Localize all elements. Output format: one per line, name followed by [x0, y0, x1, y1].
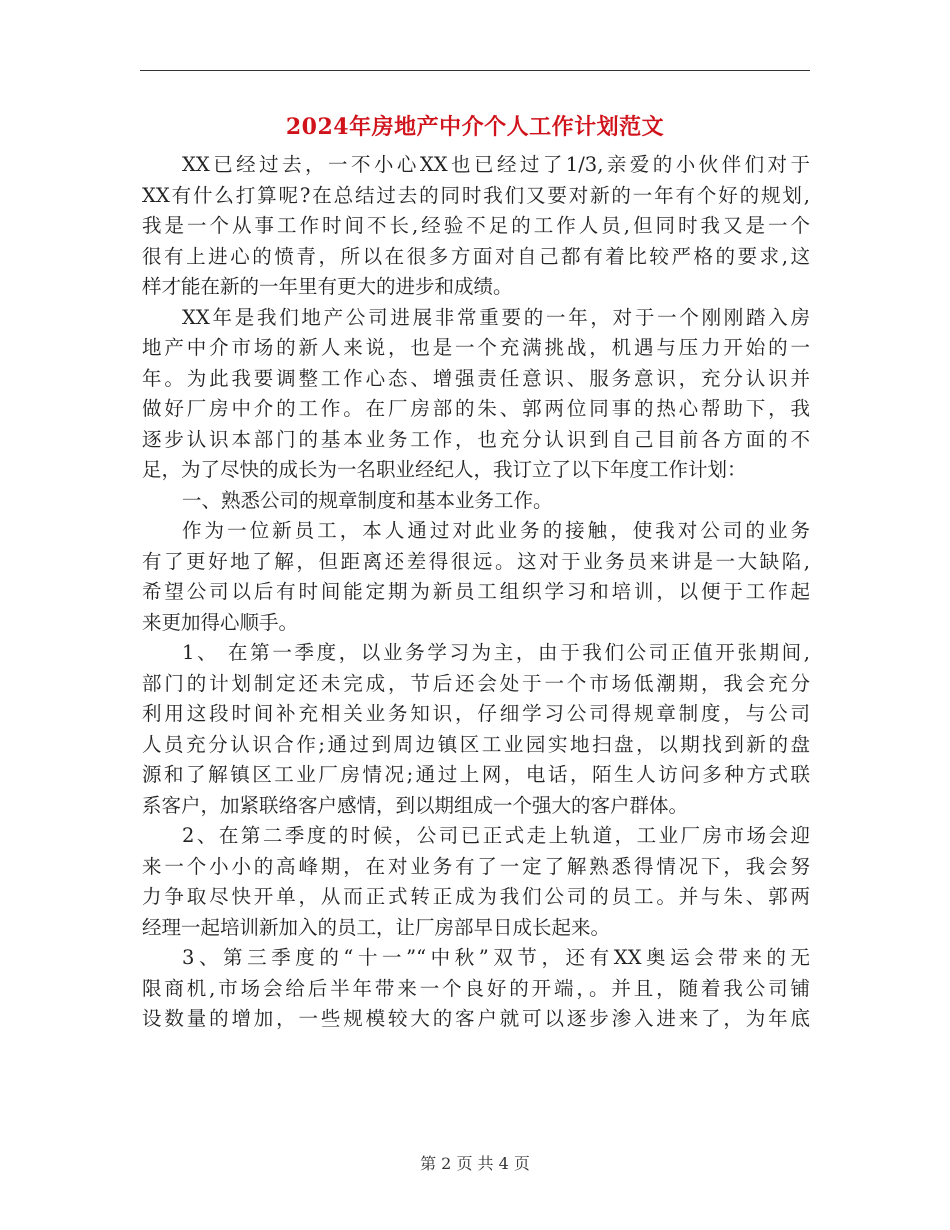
paragraph-line: 系客户，加紧联络客户感情，到以期组成一个强大的客户群体。 [142, 793, 689, 817]
page-number: 第 2 页 共 4 页 [420, 1154, 530, 1173]
paragraph-line: 地产中介市场的新人来说，也是一个充满挑战，机遇与压力开始的一 [142, 336, 810, 359]
paragraph-line: 有了更好地了解，但距离还差得很远。这对于业务员来讲是一大缺陷, [142, 549, 810, 573]
paragraph-line: XX有什么打算呢?在总结过去的同时我们又要对新的一年有个好的规划, [142, 183, 810, 207]
paragraph [142, 486, 810, 517]
document-title: 2024年房地产中介个人工作计划范文 [285, 114, 665, 140]
paragraph-line: 做好厂房中介的工作。在厂房部的朱、郭两位同事的热心帮助下，我 [142, 397, 810, 420]
paragraph-line: 设数量的增加，一些规模较大的客户就可以逐步渗入进来了，为年底 [142, 1007, 810, 1030]
paragraph-line: 作为一位新员工，本人通过对此业务的接触，使我对公司的业务 [182, 519, 810, 542]
paragraph [142, 303, 810, 486]
paragraph-line: 人员充分认识合作;通过到周边镇区工业园实地扫盘，以期找到新的盘 [142, 732, 810, 756]
paragraph-line: 希望公司以后有时间能定期为新员工组织学习和培训，以便于工作起 [142, 580, 810, 603]
paragraph-line: 力争取尽快开单，从而正式转正成为我们公司的员工。并与朱、郭两 [142, 885, 810, 908]
paragraph [142, 150, 810, 303]
paragraph-line: 很有上进心的愤青，所以在很多方面对自己都有着比较严格的要求,这 [142, 244, 810, 268]
paragraph-line: 源和了解镇区工业厂房情况;通过上网，电话，陌生人访问多种方式联 [142, 763, 810, 786]
paragraph-line: 一、熟悉公司的规章制度和基本业务工作。 [182, 488, 553, 512]
header-rule [140, 70, 810, 71]
paragraph-line: 来更加得心顺手。 [142, 610, 299, 634]
paragraph-line: 利用这段时间补充相关业务知识，仔细学习公司得规章制度，与公司 [142, 702, 810, 725]
paragraph-line: 经理一起培训新加入的员工，让厂房部早日成长起来。 [142, 915, 611, 939]
paragraph [142, 638, 810, 821]
paragraph-line: XX已经过去，一不小心XX也已经过了1/3,亲爱的小伙伴们对于 [182, 153, 810, 176]
paragraph-line: XX年是我们地产公司进展非常重要的一年，对于一个刚刚踏入房 [182, 305, 810, 329]
paragraph [142, 943, 810, 1035]
paragraph-line: 样才能在新的一年里有更大的进步和成绩。 [142, 275, 513, 298]
paragraph-line: 限商机,市场会给后半年带来一个良好的开端，。并且，随着我公司铺 [142, 976, 810, 1000]
paragraph [142, 516, 810, 638]
paragraph-line: 3、第三季度的“十一”“中秋”双节，还有XX奥运会带来的无 [182, 946, 810, 969]
paragraph-line: 逐步认识本部门的基本业务工作，也充分认识到自己目前各方面的不 [142, 427, 810, 451]
paragraph-line: 部门的计划制定还未完成，节后还会处于一个市场低潮期，我会充分 [142, 671, 810, 695]
paragraph-line: 足，为了尽快的成长为一名职业经纪人，我订立了以下年度工作计划： [142, 458, 747, 481]
paragraph [142, 821, 810, 943]
paragraph-line: 年。为此我要调整工作心态、增强责任意识、服务意识，充分认识并 [142, 366, 810, 390]
paragraph-line: 我是一个从事工作时间不长,经验不足的工作人员,但同时我又是一个 [142, 214, 810, 237]
paragraph-line: 1、 在第一季度，以业务学习为主，由于我们公司正值开张期间, [182, 641, 810, 664]
paragraph-line: 来一个小小的高峰期，在对业务有了一定了解熟悉得情况下，我会努 [142, 854, 810, 878]
paragraph-line: 2、在第二季度的时候，公司已正式走上轨道，工业厂房市场会迎 [182, 824, 810, 847]
document-body [142, 150, 810, 1035]
